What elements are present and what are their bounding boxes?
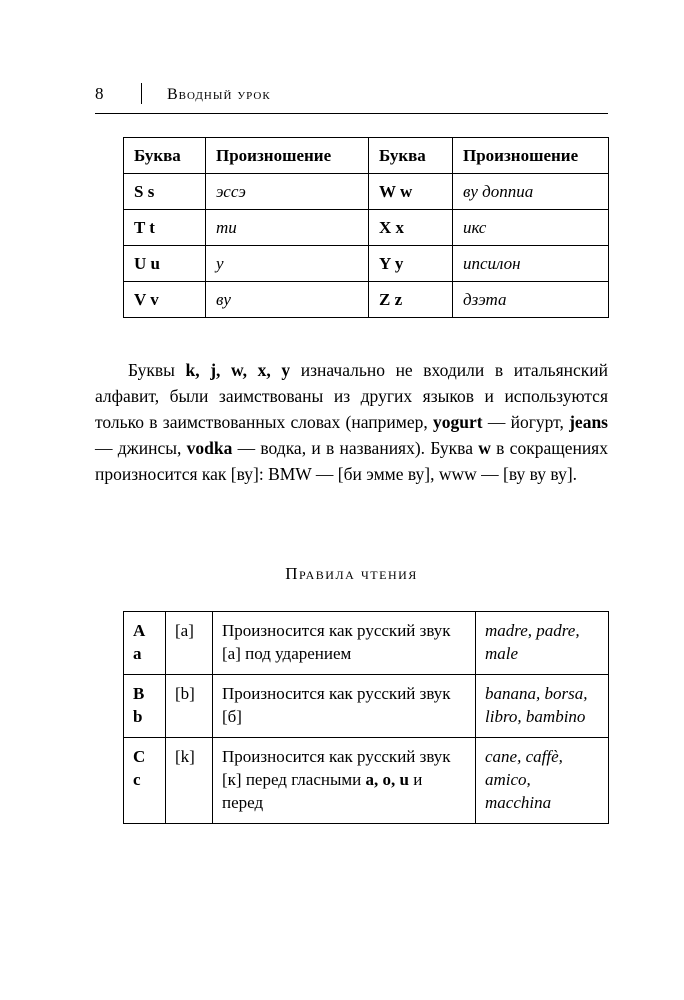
paragraph-text: в сокращениях произносится как [ву]: BMW — [би эмме ву], www — [ву ву ву]. [95,437,608,484]
description-cell: Произносится как русский звук [б] [213,675,476,738]
transcription-cell: [b] [166,675,213,738]
section-heading: Правила чтения [285,564,418,583]
intro-paragraph [95,357,608,487]
description-text: Произносится как русский звук [к] перед гласными [222,747,451,789]
paragraph-bold-word: jeans [569,411,608,432]
reading-rules-table [123,611,609,824]
pronunciation-cell: икс [453,210,609,246]
letter-cell: T t [124,210,206,246]
table-row [124,612,609,675]
paragraph-text: изначально не входили в итальянский алфавит, были заимствованы из других языков и используются только в заимствованных словах (например, [95,359,608,432]
description-cell [213,738,476,824]
table-row [124,738,609,824]
paragraph-text: — йогурт, [482,411,570,432]
examples-cell: banana, borsa, libro, bambino [476,675,609,738]
table-row [124,282,609,318]
letter-lowercase: a [133,644,142,663]
paragraph-text: Буквы [128,359,186,380]
pronunciation-cell: эссэ [206,174,369,210]
paragraph-text: — джинсы, [95,437,187,458]
transcription-cell: [k] [166,738,213,824]
letter-uppercase: A [133,621,146,640]
description-cell: Произносится как русский звук [а] под ударением [213,612,476,675]
pronunciation-cell: ти [206,210,369,246]
column-header-pronunciation: Произношение [453,138,609,174]
letter-cell [124,612,166,675]
table-row [124,246,609,282]
description-bold-letters: a, o, u [365,770,409,789]
paragraph-bold-word: yogurt [433,411,483,432]
paragraph-bold-letter: w [478,437,491,458]
letter-lowercase: c [133,770,141,789]
transcription-cell: [a] [166,612,213,675]
examples-cell: cane, caffè, amico, macchina [476,738,609,824]
description-text: и перед [222,770,423,812]
letter-cell: S s [124,174,206,210]
letter-uppercase: B [133,684,145,703]
header-rule [95,113,608,114]
pronunciation-cell: ипсилон [453,246,609,282]
letter-cell: Y y [369,246,453,282]
letter-uppercase: C [133,747,146,766]
letter-cell: V v [124,282,206,318]
alphabet-table [123,137,609,318]
paragraph-text: — водка, и в названиях). Буква [232,437,479,458]
paragraph-bold-word: vodka [186,437,233,458]
chapter-header: Вводный урок [167,86,271,103]
table-row [124,210,609,246]
letter-cell: Z z [369,282,453,318]
letter-cell [124,675,166,738]
table-row [124,675,609,738]
header-divider [141,83,142,104]
letter-cell: W w [369,174,453,210]
column-header-pronunciation: Произношение [206,138,369,174]
column-header-letter: Буква [369,138,453,174]
letter-cell: U u [124,246,206,282]
pronunciation-cell: ву доппиа [453,174,609,210]
pronunciation-cell: ву [206,282,369,318]
alphabet-table-header-row [124,138,609,174]
pronunciation-cell: у [206,246,369,282]
examples-cell: madre, padre, male [476,612,609,675]
pronunciation-cell: дзэта [453,282,609,318]
letter-cell: X x [369,210,453,246]
table-row [124,174,609,210]
page-number: 8 [95,84,104,103]
column-header-letter: Буква [124,138,206,174]
paragraph-bold-letters: k, j, w, x, y [185,359,291,380]
letter-lowercase: b [133,707,143,726]
letter-cell [124,738,166,824]
